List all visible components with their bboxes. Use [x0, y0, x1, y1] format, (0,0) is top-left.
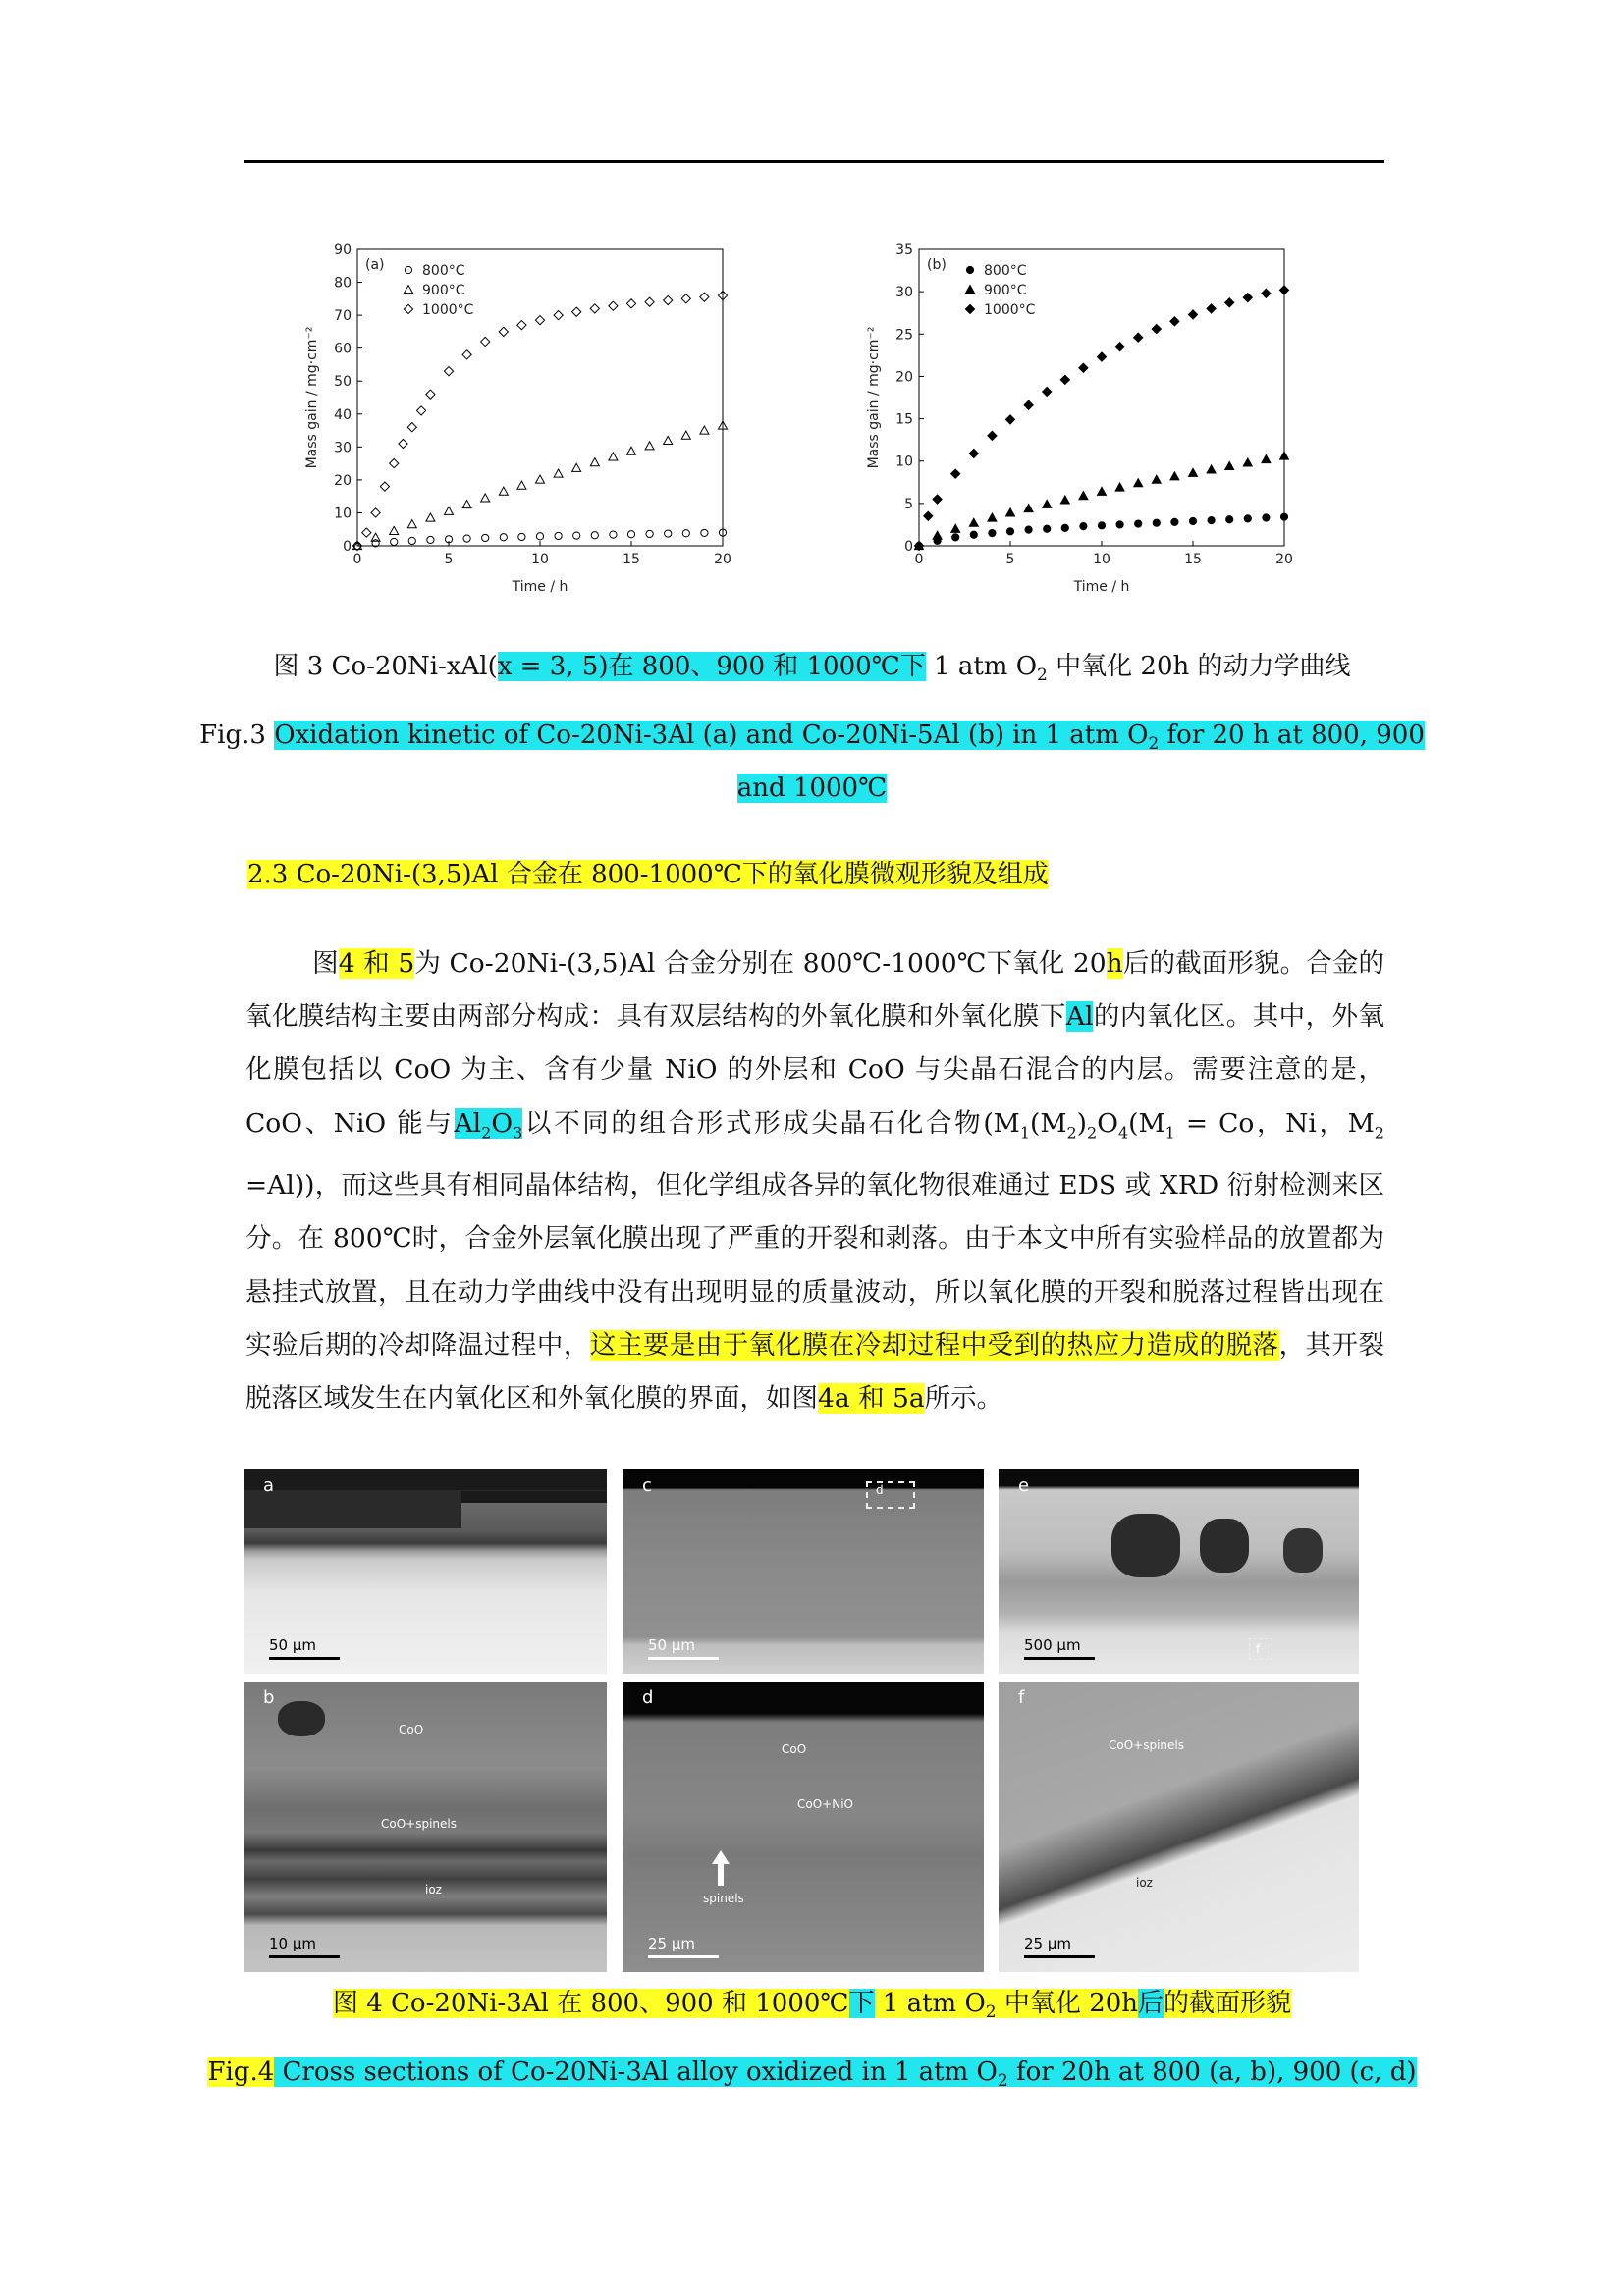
chart-b-point — [1043, 387, 1052, 396]
chart-b-point — [1152, 325, 1161, 334]
chart-b-ytick-label: 15 — [895, 411, 913, 428]
chart-a-point — [399, 439, 407, 448]
micrograph-f — [999, 1682, 1359, 1972]
chart-a-legend-label: 800°C — [422, 263, 465, 279]
chart-a-ytick-label: 80 — [334, 275, 352, 292]
chart-a-point — [391, 538, 398, 545]
chart-b-point — [1243, 458, 1252, 466]
chart-b-point — [1024, 505, 1033, 512]
chart-b-point — [952, 534, 959, 541]
chart-b-point — [970, 531, 977, 538]
chart-a-point — [609, 453, 618, 460]
chart-a-xtick-label: 15 — [623, 552, 640, 567]
micrograph-c-inset-label: d — [876, 1483, 884, 1497]
chart-a-point — [536, 475, 545, 483]
chart-b-point — [1098, 522, 1105, 529]
micrograph-f-label: f — [1018, 1687, 1025, 1708]
micrograph-e-inset-box — [1249, 1638, 1272, 1660]
chart-b-xlabel: Time / h — [1073, 579, 1130, 595]
micrograph-a — [244, 1469, 607, 1674]
chart-a-point — [517, 321, 526, 330]
chart-b-point — [1170, 472, 1179, 480]
figure-4-caption-en: Fig.4 Cross sections of Co-20Ni-3Al alloy oxidized in 1 atm $O_2$ for 20h at 800 (a, b), 900 (c, d) — [207, 2057, 1417, 2092]
chart-a-point — [610, 531, 617, 538]
chart-a-point — [481, 337, 490, 346]
chart-b-point — [989, 529, 996, 536]
figure-3-caption-cn: 图 3 Co-20Ni-xAl(x = 3, 5)在 800、900 和 1000℃下 1 atm $O_2$ 中氧化 20h 的动力学曲线 — [273, 652, 1351, 686]
chart-a-point — [417, 406, 426, 415]
chart-b-point — [1115, 343, 1124, 351]
body-paragraph: 图4 和 5为 Co-20Ni-(3,5)Al 合金分别在 800℃-1000℃下氧化 20h后的截面形貌。合金的氧化膜结构主要由两部分构成：具有双层结构的外氧化膜和外氧化膜下Al的内氧化区。其中，外氧化膜包括以 CoO 为主、含有少量 NiO 的外层和 CoO 与尖晶石混合的内层。需要注意的是，CoO、NiO 能与$Al_2O_3$以不同的组合形式形成尖晶石化合物($M_1(M_2)_2O_4(M_1 = Co$，Ni，$M_2 =Al$))，而这些具有相同晶体结构，但化学组成各异的氧化物很难通过 EDS 或 XRD 衍射检测来区分。在 800℃时，合金外层氧化膜出现了严重的开裂和剥落。由于本文中所有实验样品的放置都为悬挂式放置，且在动力学曲线中没有出现明显的质量波动，所以氧化膜的开裂和脱落过程皆出现在实验后期的冷却降温过程中，这主要是由于氧化膜在冷却过程中受到的热应力造成的脱落，其开裂脱落区域发生在内氧化区和外氧化膜的界面，如图4a 和 5a所示。 — [245, 948, 1385, 1414]
chart-b-point — [951, 469, 960, 478]
chart-a-point — [681, 431, 690, 439]
chart-b-point — [1153, 519, 1160, 526]
chart-a-legend-marker — [404, 304, 412, 313]
chart-a-point — [572, 307, 581, 316]
chart-a-legend-label: 900°C — [422, 283, 465, 298]
chart-b-point — [1060, 496, 1069, 504]
chart-a-point — [481, 494, 490, 502]
figure-3-caption-en: Fig.3 Oxidation kinetic of Co-20Ni-3Al (a) and Co-20Ni-5Al (b) in 1 atm $O_2$ for 20 h at 800, 900 — [199, 721, 1425, 755]
micrograph-c-label: c — [642, 1475, 652, 1496]
chart-b-point — [988, 431, 997, 440]
chart-b-point — [951, 524, 960, 532]
chart-a-point — [609, 301, 618, 310]
chart-b-panel-label: (b) — [927, 257, 947, 273]
chart-a-ytick-label: 10 — [334, 506, 352, 522]
chart-b-point — [1134, 479, 1143, 487]
micrograph-a-gap — [461, 1491, 607, 1503]
chart-a-legend-label: 1000°C — [422, 302, 474, 318]
chart-a-point — [645, 442, 654, 450]
chart-a-ytick-label: 0 — [343, 539, 352, 555]
chart-b-ytick-label: 25 — [895, 327, 913, 344]
chart-b-ytick-label: 0 — [904, 539, 913, 555]
chart-b-point — [1171, 518, 1178, 525]
micrograph-f-tag-ioz: ioz — [1136, 1876, 1153, 1890]
figure-3-caption-en-line2: and 1000℃ — [736, 774, 888, 803]
chart-b-point — [1025, 526, 1032, 533]
chart-a-point — [500, 534, 507, 541]
chart-a-ytick-label: 40 — [334, 406, 352, 423]
chart-b-point — [1080, 523, 1087, 530]
micrograph-d-scalebar: 25 μm — [648, 1935, 719, 1958]
figure-3a-chart — [300, 234, 742, 607]
micrograph-f-tag-coo-spinels: CoO+spinels — [1109, 1738, 1184, 1752]
chart-b-point — [1097, 352, 1106, 361]
chart-a-point — [591, 532, 598, 539]
chart-a-point — [517, 481, 526, 489]
chart-a-point — [572, 463, 581, 471]
micrograph-b-label: b — [263, 1687, 275, 1708]
micrograph-c-inset-box — [866, 1481, 915, 1509]
chart-a-point — [626, 299, 635, 308]
chart-b-point — [1280, 513, 1287, 520]
chart-b-point — [1115, 483, 1124, 491]
chart-b-point — [933, 495, 942, 504]
chart-b-point — [1134, 333, 1143, 342]
chart-a-svg — [300, 234, 742, 607]
micrograph-d-tag-coo-nio: CoO+NiO — [797, 1797, 853, 1811]
chart-b-point — [1226, 516, 1233, 523]
chart-b-ytick-label: 35 — [895, 242, 913, 258]
micrograph-b-tag-coo: CoO — [399, 1723, 424, 1736]
chart-b-point — [1044, 525, 1051, 532]
micrograph-e-dark-cluster-1 — [1111, 1514, 1180, 1577]
micrograph-a-spalled-region — [244, 1491, 461, 1528]
chart-a-ytick-label: 60 — [334, 341, 352, 357]
chart-b-point — [1079, 492, 1088, 500]
chart-a-point — [426, 390, 435, 399]
chart-b-point — [1207, 465, 1216, 473]
chart-a-point — [700, 426, 709, 434]
chart-a-point — [590, 458, 599, 466]
chart-b-point — [1225, 461, 1234, 469]
chart-a-ytick-label: 20 — [334, 472, 352, 489]
chart-a-point — [627, 447, 636, 454]
chart-a-point — [554, 469, 563, 477]
chart-b-point — [1024, 400, 1033, 409]
chart-a-point — [535, 316, 544, 325]
chart-a-point — [700, 293, 709, 301]
chart-b-point — [1263, 514, 1270, 521]
chart-a-point — [499, 327, 508, 336]
chart-a-xtick-label: 0 — [352, 552, 362, 567]
chart-a-point — [426, 513, 435, 521]
chart-a-xtick-label: 5 — [444, 552, 454, 567]
chart-b-point — [1262, 454, 1271, 462]
chart-a-point — [380, 482, 389, 491]
chart-b-point — [1152, 475, 1161, 483]
chart-b-legend-label: 1000°C — [984, 302, 1036, 318]
chart-b-point — [1043, 500, 1052, 507]
chart-a-point — [573, 532, 580, 539]
chart-b-point — [969, 518, 978, 526]
micrograph-b-tag-coo-spinels: CoO+spinels — [381, 1817, 457, 1831]
chart-a-xlabel: Time / h — [512, 579, 568, 595]
micrograph-a-label: a — [263, 1475, 275, 1496]
chart-a-point — [390, 459, 399, 468]
chart-a-point — [664, 295, 673, 304]
chart-a-point — [664, 436, 673, 444]
chart-a-point — [646, 530, 653, 537]
chart-a-ylabel: Mass gain / mg·cm⁻² — [304, 326, 320, 469]
chart-b-legend-marker — [965, 304, 974, 313]
chart-b-legend-label: 800°C — [984, 263, 1027, 279]
chart-b-point — [933, 531, 942, 539]
chart-a-point — [554, 311, 563, 320]
chart-b-xtick-label: 10 — [1093, 552, 1110, 567]
chart-a-point — [555, 532, 562, 539]
header-rule — [244, 160, 1384, 163]
micrograph-e-inset-label: f — [1256, 1642, 1261, 1656]
chart-a-point — [482, 534, 489, 541]
micrograph-d-label: d — [642, 1687, 654, 1708]
micrograph-d-tag-coo: CoO — [782, 1742, 807, 1756]
chart-a-xtick-label: 10 — [531, 552, 549, 567]
chart-b-point — [1243, 294, 1252, 302]
chart-b-legend-marker — [966, 266, 973, 273]
chart-b-xtick-label: 20 — [1275, 552, 1293, 567]
chart-a-ytick-label: 70 — [334, 308, 352, 325]
chart-b-xtick-label: 15 — [1184, 552, 1202, 567]
micrograph-f-scalebar: 25 μm — [1024, 1935, 1095, 1958]
chart-a-ytick-label: 90 — [334, 242, 352, 258]
chart-b-point — [1006, 508, 1015, 516]
chart-b-ytick-label: 20 — [895, 369, 913, 386]
chart-a-point — [407, 423, 416, 432]
micrograph-e-label: e — [1018, 1475, 1030, 1496]
micrograph-b-pore — [278, 1701, 325, 1736]
micrograph-e-scalebar: 500 μm — [1024, 1636, 1095, 1660]
chart-b-xtick-label: 5 — [1005, 552, 1015, 567]
micrograph-b-tag-ioz: ioz — [425, 1883, 442, 1896]
chart-a-legend-marker — [405, 286, 413, 294]
chart-a-point — [627, 531, 634, 538]
chart-b-point — [1225, 298, 1234, 307]
chart-a-point — [499, 487, 508, 495]
chart-a-xtick-label: 20 — [714, 552, 731, 567]
chart-a-point — [665, 530, 672, 537]
chart-b-point — [1170, 317, 1179, 326]
chart-a-point — [518, 533, 525, 540]
chart-b-point — [1061, 524, 1068, 531]
chart-a-point — [681, 294, 690, 303]
chart-b-point — [1189, 517, 1196, 524]
micrograph-d — [623, 1682, 984, 1972]
chart-a-point — [408, 537, 415, 544]
chart-a-frame — [357, 249, 723, 546]
section-heading: 2.3 Co-20Ni-(3,5)Al 合金在 800-1000℃下的氧化膜微观形貌及组成 — [247, 860, 1049, 889]
chart-a-point — [463, 535, 470, 542]
chart-b-point — [1060, 375, 1069, 384]
chart-a-point — [390, 526, 399, 534]
chart-a-point — [427, 536, 434, 543]
chart-a-point — [701, 529, 708, 536]
chart-a-point — [407, 520, 416, 528]
chart-a-point — [645, 297, 654, 306]
chart-b-point — [988, 513, 997, 521]
micrograph-b — [244, 1682, 607, 1972]
chart-b-point — [1005, 415, 1014, 424]
micrograph-c — [623, 1469, 984, 1674]
chart-a-point — [590, 304, 599, 313]
chart-b-point — [1135, 520, 1142, 527]
chart-a-point — [371, 508, 380, 517]
chart-b-point — [1116, 521, 1123, 528]
chart-a-point — [362, 528, 371, 537]
chart-b-point — [1208, 517, 1215, 524]
chart-a-ytick-label: 30 — [334, 440, 352, 456]
chart-b-xtick-label: 0 — [914, 552, 924, 567]
chart-b-legend-marker — [966, 286, 975, 294]
chart-b-ytick-label: 10 — [895, 454, 913, 470]
micrograph-a-scalebar: 50 μm — [269, 1636, 340, 1660]
figure-3b-chart — [862, 234, 1304, 607]
chart-b-point — [1262, 289, 1271, 297]
chart-a-point — [682, 530, 689, 537]
chart-a-point — [536, 533, 543, 540]
chart-b-point — [1244, 515, 1251, 522]
chart-a-point — [445, 507, 454, 514]
chart-b-ylabel: Mass gain / mg·cm⁻² — [866, 326, 882, 469]
chart-b-ytick-label: 30 — [895, 285, 913, 301]
chart-b-point — [1189, 468, 1198, 476]
chart-b-point — [924, 511, 933, 520]
chart-b-point — [1207, 304, 1216, 313]
chart-b-svg — [862, 234, 1304, 607]
micrograph-b-scalebar: 10 μm — [269, 1935, 340, 1958]
micrograph-e-dark-cluster-2 — [1200, 1519, 1249, 1573]
micrograph-c-scalebar: 50 μm — [648, 1636, 719, 1660]
micrograph-e — [999, 1469, 1359, 1674]
chart-a-legend-marker — [405, 266, 411, 273]
micrograph-d-tag-spinels: spinels — [703, 1892, 744, 1905]
chart-b-frame — [919, 249, 1284, 546]
figure-4-caption-cn: 图 4 Co-20Ni-3Al 在 800、900 和 1000℃下 1 atm $O_2$ 中氧化 20h后的截面形貌 — [332, 1989, 1292, 2023]
chart-b-point — [1280, 452, 1289, 459]
chart-a-point — [444, 367, 453, 376]
micrograph-e-dark-cluster-3 — [1283, 1528, 1323, 1573]
chart-a-point — [462, 350, 471, 359]
chart-a-point — [462, 501, 471, 508]
chart-b-ytick-label: 5 — [904, 496, 913, 512]
chart-b-point — [1079, 363, 1088, 372]
chart-b-point — [1188, 310, 1197, 319]
chart-b-legend-label: 900°C — [984, 283, 1027, 298]
micrograph-d-arrow-icon — [709, 1848, 732, 1888]
chart-a-ytick-label: 50 — [334, 374, 352, 391]
chart-b-point — [1098, 487, 1107, 495]
chart-b-point — [1279, 286, 1288, 294]
chart-a-panel-label: (a) — [365, 257, 385, 273]
chart-b-point — [1006, 528, 1013, 535]
chart-b-point — [969, 449, 978, 457]
